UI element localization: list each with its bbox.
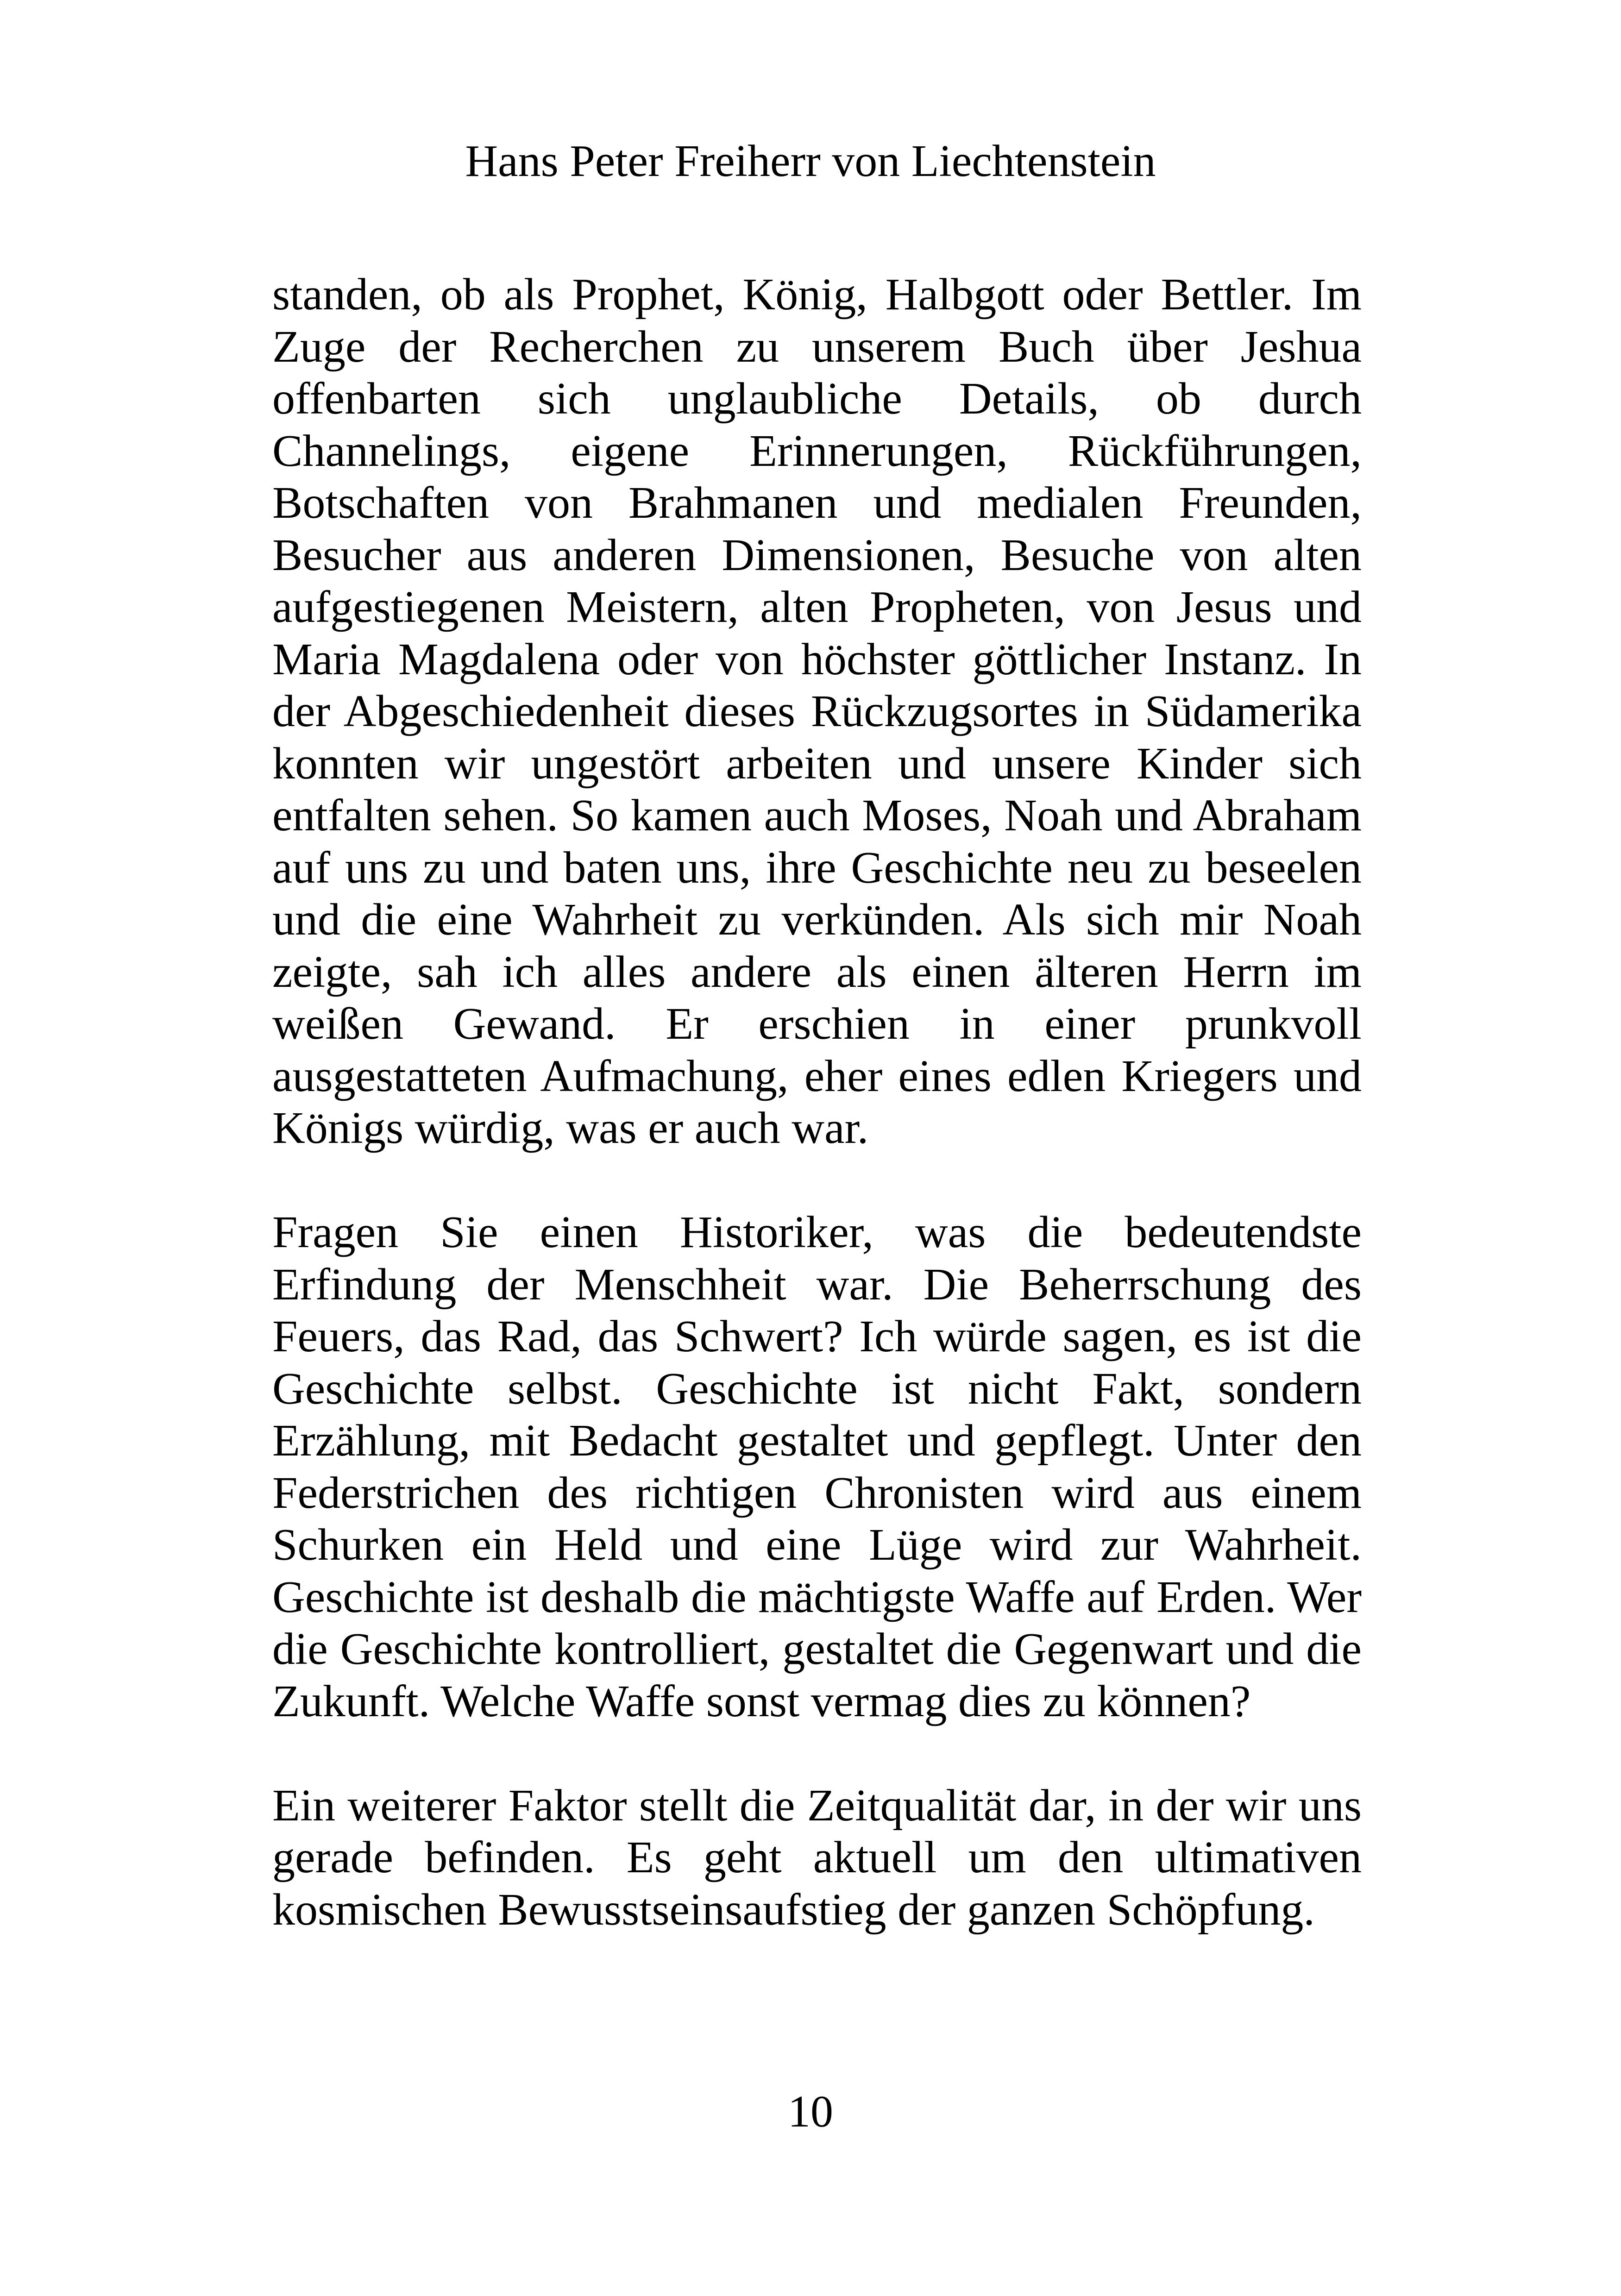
paragraph-3: Ein weiterer Faktor stellt die Zeitqualität dar, in der wir uns gerade befinden. Es geht aktuell um den ultimativen kosmischen Bewusstseinsaufstieg der ganzen Schöpfung. xyxy=(272,1780,1362,1935)
body-text xyxy=(272,269,1362,1936)
page-number: 10 xyxy=(788,2087,833,2137)
paragraph-1: standen, ob als Prophet, König, Halbgott oder Bettler. Im Zuge der Recherchen zu unserem Buch über Jeshua offenbarten sich unglaubliche Details, ob durch Channelings, eigene Erinnerungen, Rückführungen, Botschaften von Brahmanen und medialen Freunden, Besucher aus anderen Dimensionen, Besuche von alten aufgestiegenen Meistern, alten Propheten, von Jesus und Maria Magdalena oder von höchster göttlicher Instanz. In der Abgeschiedenheit dieses Rückzugsortes in Südamerika konnten wir ungestört arbeiten und unsere Kinder sich entfalten sehen. So kamen auch Moses, Noah und Abraham auf uns zu und baten uns, ihre Geschichte neu zu beseelen und die eine Wahrheit zu verkünden. Als sich mir Noah zeigte, sah ich alles andere als einen älteren Herrn im weißen Gewand. Er erschien in einer prunkvoll ausgestatteten Aufmachung, eher eines edlen Kriegers und Königs würdig, was er auch war. xyxy=(272,270,1362,1153)
paragraph-2: Fragen Sie einen Historiker, was die bedeutendste Erfindung der Menschheit war. Die Beherrschung des Feuers, das Rad, das Schwert? Ich würde sagen, es ist die Geschichte selbst. Geschichte ist nicht Fakt, sondern Erzählung, mit Bedacht gestaltet und gepflegt. Unter den Federstrichen des richtigen Chronisten wird aus einem Schurken ein Held und eine Lüge wird zur Wahrheit. Geschichte ist deshalb die mächtigste Waffe auf Erden. Wer die Geschichte kontrolliert, gestaltet die Gegenwart und die Zukunft. Welche Waffe sonst vermag dies zu können? xyxy=(272,1207,1362,1726)
running-header-author: Hans Peter Freiherr von Liechtenstein xyxy=(465,136,1156,186)
